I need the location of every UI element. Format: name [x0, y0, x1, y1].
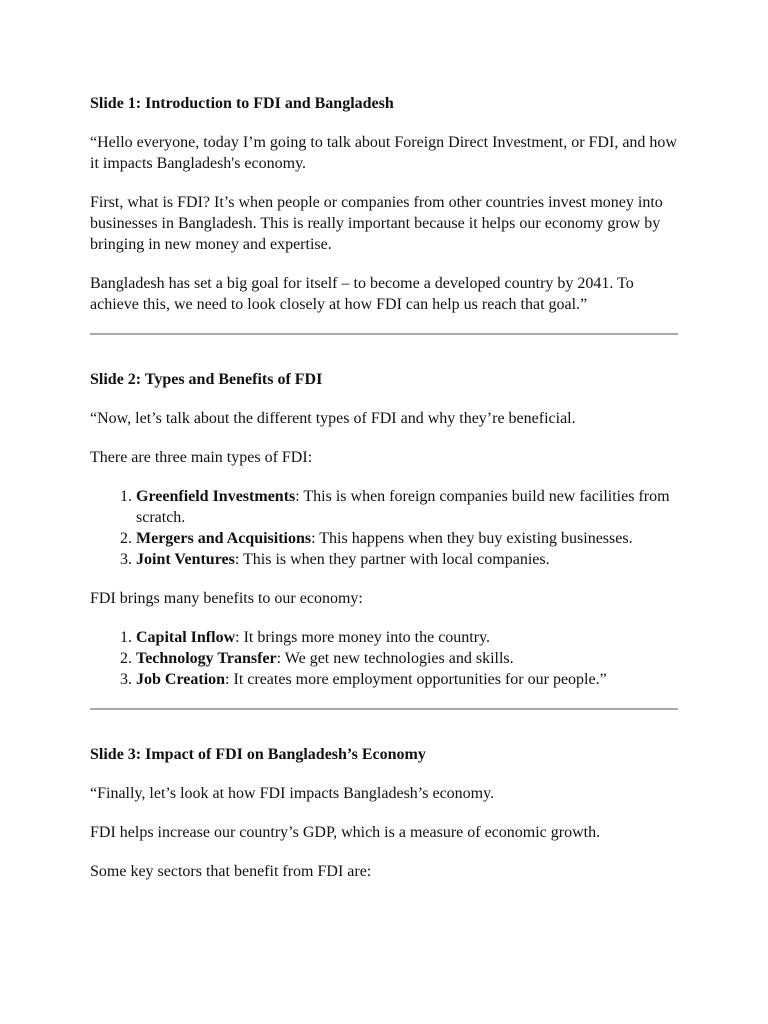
list-item-term: Mergers and Acquisitions [136, 530, 312, 547]
slide-2-heading: Slide 2: Types and Benefits of FDI [90, 371, 323, 388]
slide-3-paragraph-3: Some key sectors that benefit from FDI are: [90, 863, 372, 880]
slide-1-heading: Slide 1: Introduction to FDI and Bangladesh [90, 95, 394, 112]
list-item [136, 648, 680, 669]
list-item-term: Joint Ventures [136, 551, 235, 568]
list-item-term: Greenfield Investments [136, 488, 296, 505]
list-item-description: : We get new technologies and skills. [276, 650, 514, 667]
list-item-term: Technology Transfer [136, 650, 277, 667]
list-item-term: Job Creation [136, 671, 226, 688]
fdi-types-list [90, 486, 680, 570]
document-body [90, 93, 680, 882]
list-item-term: Capital Inflow [136, 629, 236, 646]
list-item-description: : It brings more money into the country. [235, 629, 491, 646]
list-item [136, 528, 680, 549]
section-divider [90, 708, 678, 710]
list-item-description: : This happens when they buy existing businesses. [311, 530, 633, 547]
list-item-description: : It creates more employment opportunities for our people.” [225, 671, 607, 688]
list-item [136, 486, 680, 528]
slide-3-heading: Slide 3: Impact of FDI on Bangladesh’s Economy [90, 746, 426, 763]
list-item [136, 669, 680, 690]
slide-1-paragraph-1: “Hello everyone, today I’m going to talk about Foreign Direct Investment, or FDI, and how it impacts Bangladesh's economy. [90, 134, 677, 172]
list-item-description: : This is when they partner with local companies. [234, 551, 550, 568]
slide-2-paragraph-2: There are three main types of FDI: [90, 449, 313, 466]
list-item [136, 549, 680, 570]
list-item-description: : This is when foreign companies build new facilities from scratch. [136, 488, 670, 526]
slide-3-paragraph-2: FDI helps increase our country’s GDP, which is a measure of economic growth. [90, 824, 601, 841]
list-item [136, 627, 680, 648]
slide-1-paragraph-2: First, what is FDI? It’s when people or companies from other countries invest money into businesses in Bangladesh. This is really important because it helps our economy grow by bringing in new money and expertise. [90, 194, 663, 253]
slide-3-paragraph-1: “Finally, let’s look at how FDI impacts Bangladesh’s economy. [90, 785, 495, 802]
slide-2-paragraph-1: “Now, let’s talk about the different types of FDI and why they’re beneficial. [90, 410, 576, 427]
section-divider [90, 333, 678, 335]
fdi-benefits-list [90, 627, 680, 690]
slide-1-paragraph-3: Bangladesh has set a big goal for itself – to become a developed country by 2041. To achieve this, we need to look closely at how FDI can help us reach that goal.” [90, 275, 634, 313]
slide-2-paragraph-3: FDI brings many benefits to our economy: [90, 590, 363, 607]
